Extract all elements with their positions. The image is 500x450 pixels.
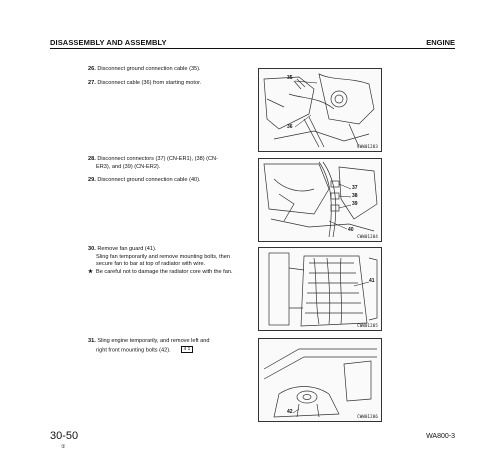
figure-connectors <box>258 158 382 242</box>
figure-starting-motor <box>258 68 382 152</box>
callout-41: 41 <box>369 278 375 284</box>
figure-fan-guard <box>258 247 382 331</box>
callout-36: 36 <box>287 124 293 130</box>
callout-39: 39 <box>352 201 358 207</box>
section-title: DISASSEMBLY AND ASSEMBLY <box>50 38 167 47</box>
model-number: WA800-3 <box>426 433 455 440</box>
callout-38: 38 <box>352 193 358 199</box>
step-29: 29. Disconnect ground connection cable (40). <box>88 177 201 183</box>
callout-35: 35 <box>287 75 293 81</box>
step-31: 31. Sling engine temporarily, and remove left and right front mounting bolts (42). 4 1 <box>88 338 210 353</box>
chapter-title: ENGINE <box>426 38 455 47</box>
reference-box: 4 1 <box>181 346 194 354</box>
engine-illustration-1 <box>259 69 381 151</box>
step-27: 27. Disconnect cable (36) from starting motor. <box>88 80 202 86</box>
fan-illustration <box>259 248 381 330</box>
figure-mounting-bolts <box>258 338 382 422</box>
figure-code: CWW01206 <box>357 414 378 419</box>
callout-42: 42 <box>287 409 293 415</box>
mount-illustration <box>259 339 381 421</box>
page-header <box>50 38 455 50</box>
page-number: 30-50 <box>50 430 79 442</box>
figure-code: CWW01203 <box>357 144 378 149</box>
figure-code: CWW01204 <box>357 234 378 239</box>
engine-illustration-2 <box>259 159 381 241</box>
revision-mark: ① <box>61 444 66 450</box>
callout-37: 37 <box>352 185 358 191</box>
header-rule <box>50 48 455 49</box>
step-26: 26. Disconnect ground connection cable (35). <box>88 66 201 72</box>
callout-40: 40 <box>348 227 354 233</box>
step-30: 30. Remove fan guard (41). Sling fan temporarily and remove mounting bolts, then secure fan to bar at top of radiator with wire. ★ Be careful not to damage the radiator core with the fan. <box>88 246 233 275</box>
step-28: 28. Disconnect connectors (37) (CN-ER1), (38) (CN- ER3), and (39) (CN-ER2). <box>88 156 218 170</box>
figure-code: CWW01205 <box>357 323 378 328</box>
star-mark: ★ <box>88 268 94 275</box>
